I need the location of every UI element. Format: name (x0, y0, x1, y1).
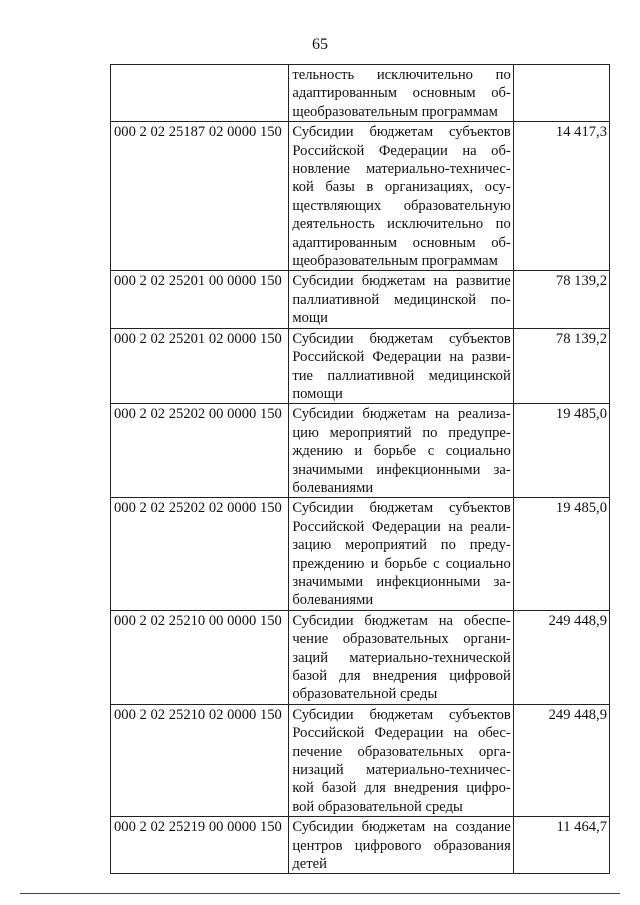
description-line: паллиативной медицинской по- (292, 291, 511, 308)
description-line: печение образовательных орга- (292, 743, 511, 760)
table-row (111, 271, 610, 328)
description-cell (289, 817, 513, 874)
table-row (111, 610, 610, 704)
table-row (111, 328, 610, 404)
description-cell (289, 328, 513, 404)
description-line: Субсидии бюджетам субъектов (292, 706, 511, 723)
description-line: образовательной среды (292, 686, 438, 703)
description-line: Российской Федерации на обес- (292, 725, 511, 742)
budget-code-cell: 000 2 02 25219 00 0000 150 (111, 817, 289, 874)
description-line: базой для внедрения цифровой (292, 668, 511, 684)
table-row (111, 817, 610, 874)
amount-cell: 249 448,9 (513, 610, 609, 704)
budget-code-cell: 000 2 02 25202 00 0000 150 (111, 404, 289, 498)
description-line: зацию мероприятий по преду- (292, 537, 511, 554)
description-line: адаптированным основным об- (292, 234, 511, 251)
description-line: щеобразовательным программам (292, 103, 498, 120)
description-line: чение образовательных органи- (292, 631, 511, 648)
table-row (111, 122, 610, 271)
table-row (111, 65, 610, 122)
description-cell (289, 65, 513, 122)
description-line: помощи (292, 385, 343, 402)
description-cell (289, 122, 513, 271)
description-line: мощи (292, 310, 328, 327)
description-line: Российской Федерации на об- (292, 142, 511, 159)
description-line: цию мероприятий по предупре- (292, 424, 511, 441)
description-line: щеобразовательным программам (292, 253, 498, 270)
description-line: деятельность исключительно по (292, 216, 511, 233)
description-line: детей (292, 856, 327, 873)
description-line: Субсидии бюджетам на реализа- (292, 406, 511, 423)
footer-rule (20, 893, 620, 894)
table-row (111, 498, 610, 610)
budget-code-cell: 000 2 02 25210 00 0000 150 (111, 610, 289, 704)
description-line: Субсидии бюджетам субъектов (292, 500, 511, 517)
description-line: ществляющих образовательную (292, 197, 511, 214)
description-line: преждению и борьбе с социально (292, 555, 511, 572)
page-number: 65 (312, 36, 328, 53)
description-line: новление материально-техничес- (292, 161, 511, 178)
description-cell (289, 498, 513, 610)
description-line: болеваниями (292, 592, 374, 609)
budget-code-cell: 000 2 02 25201 00 0000 150 (111, 271, 289, 328)
table-row (111, 704, 610, 816)
description-line: вой образовательной среды (292, 798, 463, 815)
description-line: тие паллиативной медицинской (292, 367, 511, 384)
description-line: значимыми инфекционными за- (292, 461, 511, 478)
description-cell (289, 610, 513, 704)
description-line: Субсидии бюджетам субъектов (292, 124, 511, 141)
description-line: значимыми инфекционными за- (292, 573, 511, 590)
description-line: адаптированным основным об- (292, 85, 511, 102)
table-row (111, 404, 610, 498)
description-cell (289, 404, 513, 498)
budget-table-body (111, 65, 610, 874)
description-line: ждению и борьбе с социально (292, 443, 511, 460)
budget-code-cell: 000 2 02 25187 02 0000 150 (111, 122, 289, 271)
budget-code-cell: 000 2 02 25210 02 0000 150 (111, 704, 289, 816)
budget-code-cell (111, 65, 289, 122)
amount-cell: 19 485,0 (513, 404, 609, 498)
description-line: Российской Федерации на разви- (292, 349, 511, 366)
description-line: Российской Федерации на реали- (292, 518, 511, 535)
amount-cell: 14 417,3 (513, 122, 609, 271)
amount-cell: 249 448,9 (513, 704, 609, 816)
description-line: низаций материально-техничес- (292, 762, 511, 779)
description-line: заций материально-технической (292, 649, 511, 666)
amount-cell: 78 139,2 (513, 271, 609, 328)
description-line: Субсидии бюджетам на развитие (292, 273, 511, 290)
description-line: тельность исключительно по (292, 67, 511, 83)
amount-cell: 78 139,2 (513, 328, 609, 404)
description-line: болеваниями (292, 479, 374, 496)
description-line: Субсидии бюджетам субъектов (292, 330, 511, 347)
description-line: Субсидии бюджетам на создание (292, 819, 511, 836)
amount-cell (513, 65, 609, 122)
description-line: кой базы в организациях, осу- (292, 179, 511, 196)
budget-code-cell: 000 2 02 25201 02 0000 150 (111, 328, 289, 404)
description-line: центров цифрового образования (292, 837, 511, 854)
amount-cell: 11 464,7 (513, 817, 609, 874)
description-cell (289, 271, 513, 328)
description-line: кой базой для внедрения цифро- (292, 780, 511, 797)
description-line: Субсидии бюджетам на обеспе- (292, 612, 511, 629)
budget-code-cell: 000 2 02 25202 02 0000 150 (111, 498, 289, 610)
amount-cell: 19 485,0 (513, 498, 609, 610)
description-cell (289, 704, 513, 816)
budget-table (110, 64, 610, 874)
